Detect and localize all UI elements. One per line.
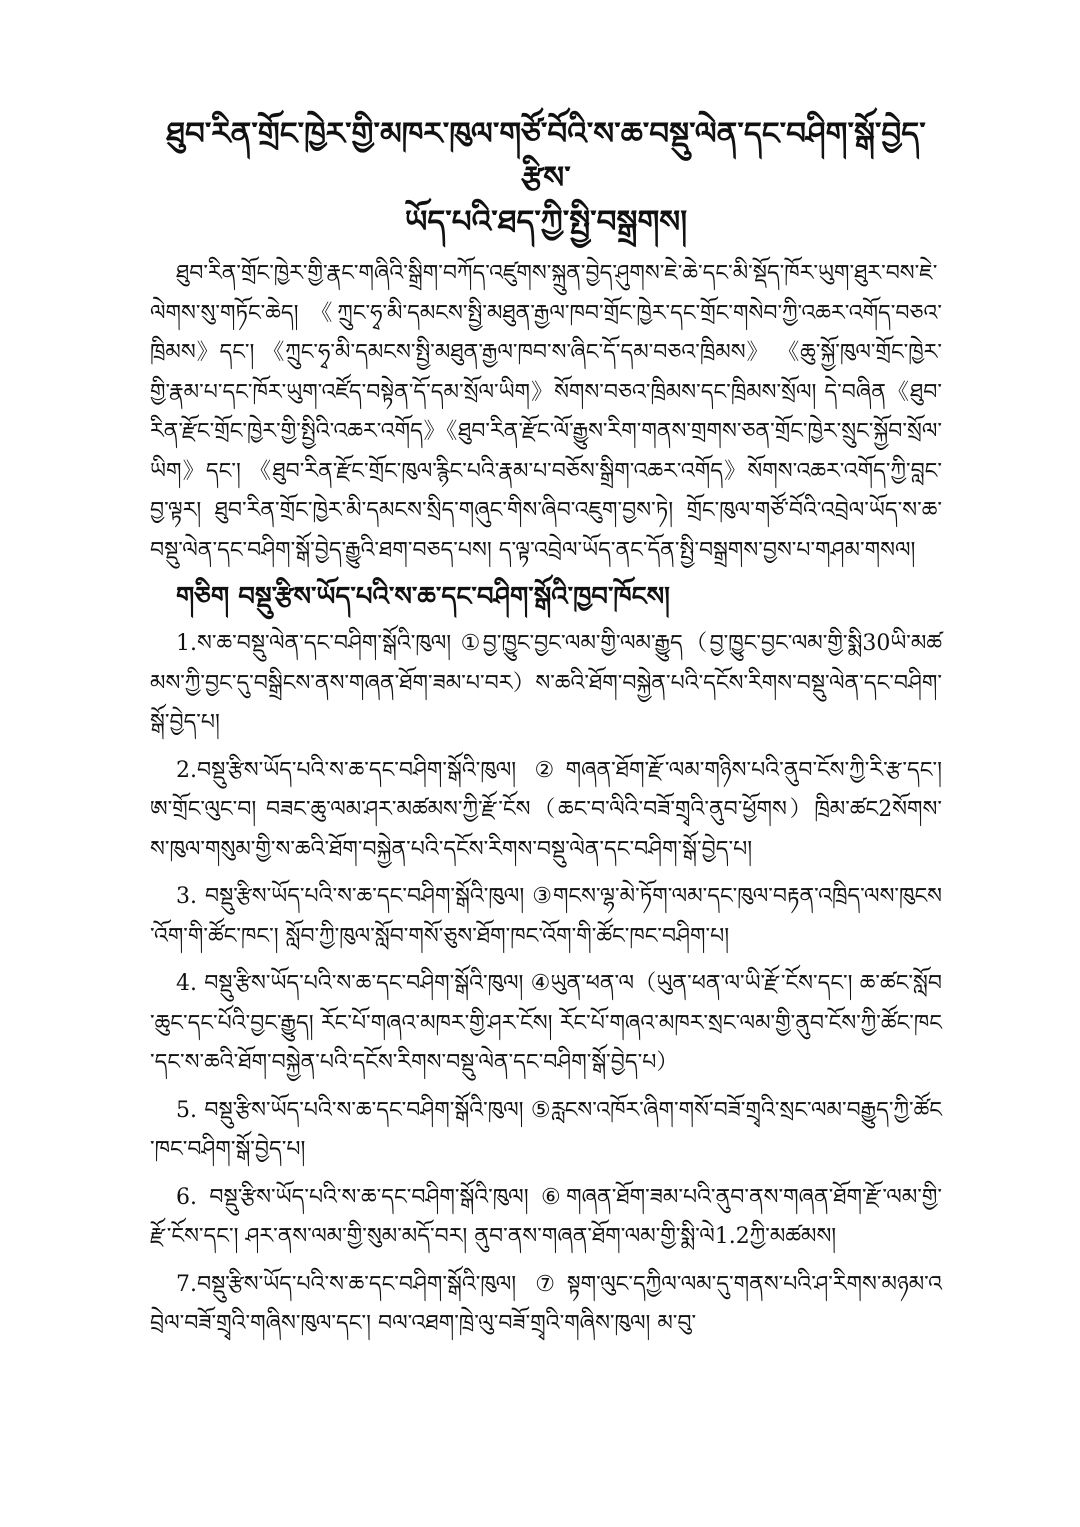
list-item: 7.བསྡུ་རྩིས་ཡོད་པའི་ས་ཆ་དང་བཤིག་སྒོའི་ཁུལ། ⑦སྟག་ལུང་དཀྱིལ་ལམ་དུ་གནས་པའི་ཤ་རིགས་མཉམ་འབྲེལ་བཟོ་གྲྭའི་གཞིས་ཁུལ་དང་། བལ་འཐག་ཁྲེ་ལུ་བཟོ་གྲྭའི་གཞིས་ཁུལ། མ་བུ་: [150, 1271, 942, 1336]
list-item: 2.བསྡུ་རྩིས་ཡོད་པའི་ས་ཆ་དང་བཤིག་སྒོའི་ཁུལ། ②གཞན་ཐོག་རྫོ་ལམ་གཉིས་པའི་ནུབ་ངོས་ཀྱི་རི་རྩ་དང་། ཨ་གྲོང་ལུང་བ། བཟང་ཆུ་ལམ་ཤར་མཚམས་ཀྱི་རྫོ་ངོས（ཆང་བ་ལིའི་བཟོ་གྲྭའི་ནུབ་ཕྱོགས）ཁྲིམ་ཚང2སོགས་ས་ཁུལ་གསུམ་གྱི་ས་ཆའི་ཐོག་བསྐྱེན་པའི་དངོས་རིགས་བསྡུ་ལེན་དང་བཤིག་སྒོ་བྱེད་པ།: [150, 757, 942, 862]
list-item: 5. བསྡུ་རྩིས་ཡོད་པའི་ས་ཆ་དང་བཤིག་སྒོའི་ཁུལ། ⑤རླངས་འཁོར་ཞིག་གསོ་བཟོ་གྲྭའི་སྲང་ལམ་བརྒྱུད་ཀྱི་ཚོང་ཁང་བཤིག་སྒོ་བྱེད་པ།: [150, 1097, 942, 1162]
title-line-1: ཐུབ་རིན་གྲོང་ཁྱེར་གྱི་མཁར་ཁུལ་གཙོ་བོའི་ས་ཆ་བསྡུ་ལེན་དང་བཤིག་སྒོ་བྱེད་རྩིས་: [166, 116, 926, 196]
section-heading: གཅིག བསྡུ་རྩིས་ཡོད་པའི་ས་ཆ་དང་བཤིག་སྒོའི་ཁྱབ་ཁོངས།: [176, 582, 670, 612]
list-item: 6. བསྡུ་རྩིས་ཡོད་པའི་ས་ཆ་དང་བཤིག་སྒོའི་ཁུལ། ⑥གཞན་ཐོག་ཟམ་པའི་ནུབ་ནས་གཞན་ཐོག་རྫོ་ལམ་གྱི་རྫོ་ངོས་དང་། ཤར་ནས་ལམ་གྱི་སུམ་མདོ་བར། ནུབ་ནས་གཞན་ཐོག་ལམ་གྱི་སྨི་ལེ1.2ཀྱི་མཚམས།: [150, 1184, 942, 1249]
list-item: 4. བསྡུ་རྩིས་ཡོད་པའི་ས་ཆ་དང་བཤིག་སྒོའི་ཁུལ། ④ཡུན་ཕན་ལ（ཡུན་ཕན་ལ་ཡི་རྫོ་ངོས་དང་། ཆ་ཚང་སློབ་ཆུང་དང་པོའི་བྱང་རྒྱུད། རོང་པོ་གཞའ་མཁར་གྱི་ཤར་ངོས། རོང་པོ་གཞའ་མཁར་སྲང་ལམ་གྱི་ནུབ་ངོས་ཀྱི་ཚོང་ཁང་དང་ས་ཆའི་ཐོག་བསྐྱེན་པའི་དངོས་རིགས་བསྡུ་ལེན་དང་བཤིག་སྒོ་བྱེད་པ）: [150, 971, 942, 1075]
intro-paragraph: ཐུབ་རིན་གྲོང་ཁྱེར་གྱི་རྣང་གཞིའི་སྒྲིག་བཀོད་འཛུགས་སྐྲུན་བྱེད་ཤུགས་ཇེ་ཆེ་དང་མི་སྡོད་ཁོར་ཡུག་ཐུར་བས་ཇེ་ལེགས་སུ་གཏོང་ཆེད། 《ཀྲུང་ཧྭ་མི་དམངས་སྤྱི་མཐུན་རྒྱལ་ཁབ་གྲོང་ཁྱེར་དང་གྲོང་གསེབ་ཀྱི་འཆར་འགོད་བཅའ་ཁྲིམས》དང་། 《ཀྲུང་ཧྭ་མི་དམངས་སྤྱི་མཐུན་རྒྱལ་ཁབ་ས་ཞིང་དོ་དམ་བཅའ་ཁྲིམས》 《ཆུ་སྐྱོ་ཁུལ་གྲོང་ཁྱེར་གྱི་རྣམ་པ་དང་ཁོར་ཡུག་འཛོད་བསྟེན་དོ་དམ་སྲོལ་ཡིག》སོགས་བཅའ་ཁྲིམས་དང་ཁྲིམས་སྲོལ། དེ་བཞིན《ཐུབ་རིན་རྫོང་གྲོང་ཁྱེར་གྱི་སྤྱིའི་འཆར་འགོད》《ཐུབ་རིན་རྫོང་ལོ་རྒྱུས་རིག་གནས་གྲགས་ཅན་གྲོང་ཁྱེར་སྲུང་སྐྱོབ་སྲོལ་ཡིག》དང་། 《ཐུབ་རིན་རྫོང་གྲོང་ཁུལ་རྙིང་པའི་རྣམ་པ་བཅོས་སྒྲིག་འཆར་འགོད》སོགས་འཆར་འགོད་ཀྱི་བླང་བྱ་ལྟར། ཐུབ་རིན་གྲོང་ཁྱེར་མི་དམངས་སྲིད་གཞུང་གིས་ཞིབ་འཇུག་བྱས་ཏེ། གྲོང་ཁུལ་གཙོ་བོའི་འབྲེལ་ཡོད་ས་ཆ་བསྡུ་ལེན་དང་བཤིག་སྒོ་བྱེད་རྒྱུའི་ཐག་བཅད་པས། ད་ལྟ་འབྲེལ་ཡོད་ནང་དོན་སྤྱི་བསྒྲགས་བྱས་པ་གཤམ་གསལ།: [150, 261, 942, 563]
document-title: [150, 112, 942, 244]
item-list: [150, 624, 942, 1344]
title-line-2: ཡོད་པའི་ཐད་ཀྱི་སྤྱི་བསྒྲགས།: [404, 204, 688, 240]
list-item: 3. བསྡུ་རྩིས་ཡོད་པའི་ས་ཆ་དང་བཤིག་སྒོའི་ཁུལ། ③གངས་ལྷ་མེ་ཏོག་ལམ་དང་ཁུལ་བརྟན་འཁྲིད་ལས་ཁུངས་འོག་གི་ཚོང་ཁང་། སློབ་ཀྱི་ཁུལ་སློབ་གསོ་ཅུས་ཐོག་ཁང་འོག་གི་ཚོང་ཁང་བཤིག་པ།: [150, 884, 942, 949]
list-item: 1.ས་ཆ་བསྡུ་ལེན་དང་བཤིག་སྒོའི་ཁུལ། ①བྱ་ཁྱུང་བྱང་ལམ་གྱི་ལམ་རྒྱུད（བྱ་ཁྱུང་བྱང་ལམ་གྱི་སྨི30ཡི་མཚམས་ཀྱི་བྱང་དུ་བསྒྲིངས་ནས་གཞན་ཐོག་ཟམ་པ་བར）ས་ཆའི་ཐོག་བསྐྱེན་པའི་དངོས་རིགས་བསྡུ་ལེན་དང་བཤིག་སྒོ་བྱེད་པ།: [150, 631, 942, 735]
